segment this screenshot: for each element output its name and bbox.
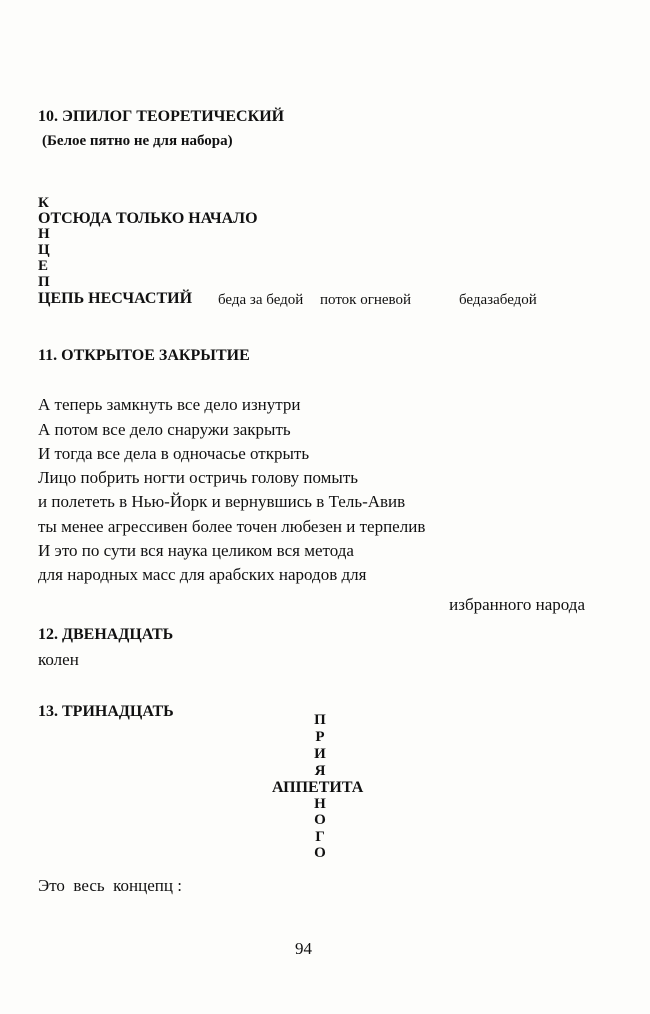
cross-letter: О [314,812,326,828]
poem-line: А потом все дело снаружи закрыть [38,420,291,439]
poem-line: А теперь замкнуть все дело изнутри [38,395,301,414]
vertical-letter: Е [38,258,49,274]
cross-horizontal: АППЕТИТА [272,779,364,796]
page-number: 94 [295,939,312,958]
cross-letter: Р [315,729,325,745]
vertical-letter: П [38,274,50,290]
closing-line: Это весь концепц : [38,876,182,895]
section-13-title: 13. ТРИНАДЦАТЬ [38,703,174,720]
vertical-letter: Н [38,226,50,242]
poem-line: и полететь в Нью-Йорк и вернувшись в Тель-Авив [38,492,406,511]
poem-line: для народных масс для арабских народов для [38,565,367,584]
cross-letter: О [314,845,326,861]
tail-3: бедазабедой [459,292,537,308]
poem-line: ты менее агрессивен более точен любезен и терпелив [38,517,426,536]
vertical-letter: К [38,195,49,211]
poem-line: И тогда все дела в одночасье открыть [38,444,310,463]
line-otsyuda: ОТСЮДА ТОЛЬКО НАЧАЛО [38,210,258,227]
poem-last-line: избранного народа [449,595,585,614]
section-10-subtitle: (Белое пятно не для набора) [42,133,233,149]
cross-letter: Н [314,796,326,812]
section-12-text: колен [38,650,79,669]
tail-2: поток огневой [320,292,412,308]
cross-letter: Г [315,829,325,845]
cross-letter: И [314,746,326,762]
poem-line: Лицо побрить ногти остричь голову помыть [38,468,358,487]
poem-line: И это по сути вся наука целиком вся метода [38,541,354,560]
vertical-letter: Ц [38,242,50,258]
section-11-title: 11. ОТКРЫТОЕ ЗАКРЫТИЕ [38,347,250,364]
cross-letter: П [314,712,326,728]
tail-1: беда за бедой [218,292,304,308]
line-tsep: ЦЕПЬ НЕСЧАСТИЙ [38,290,193,307]
section-10-title: 10. ЭПИЛОГ ТЕОРЕТИЧЕСКИЙ [38,108,285,125]
section-12-title: 12. ДВЕНАДЦАТЬ [38,626,174,643]
cross-letter: Я [314,763,326,779]
